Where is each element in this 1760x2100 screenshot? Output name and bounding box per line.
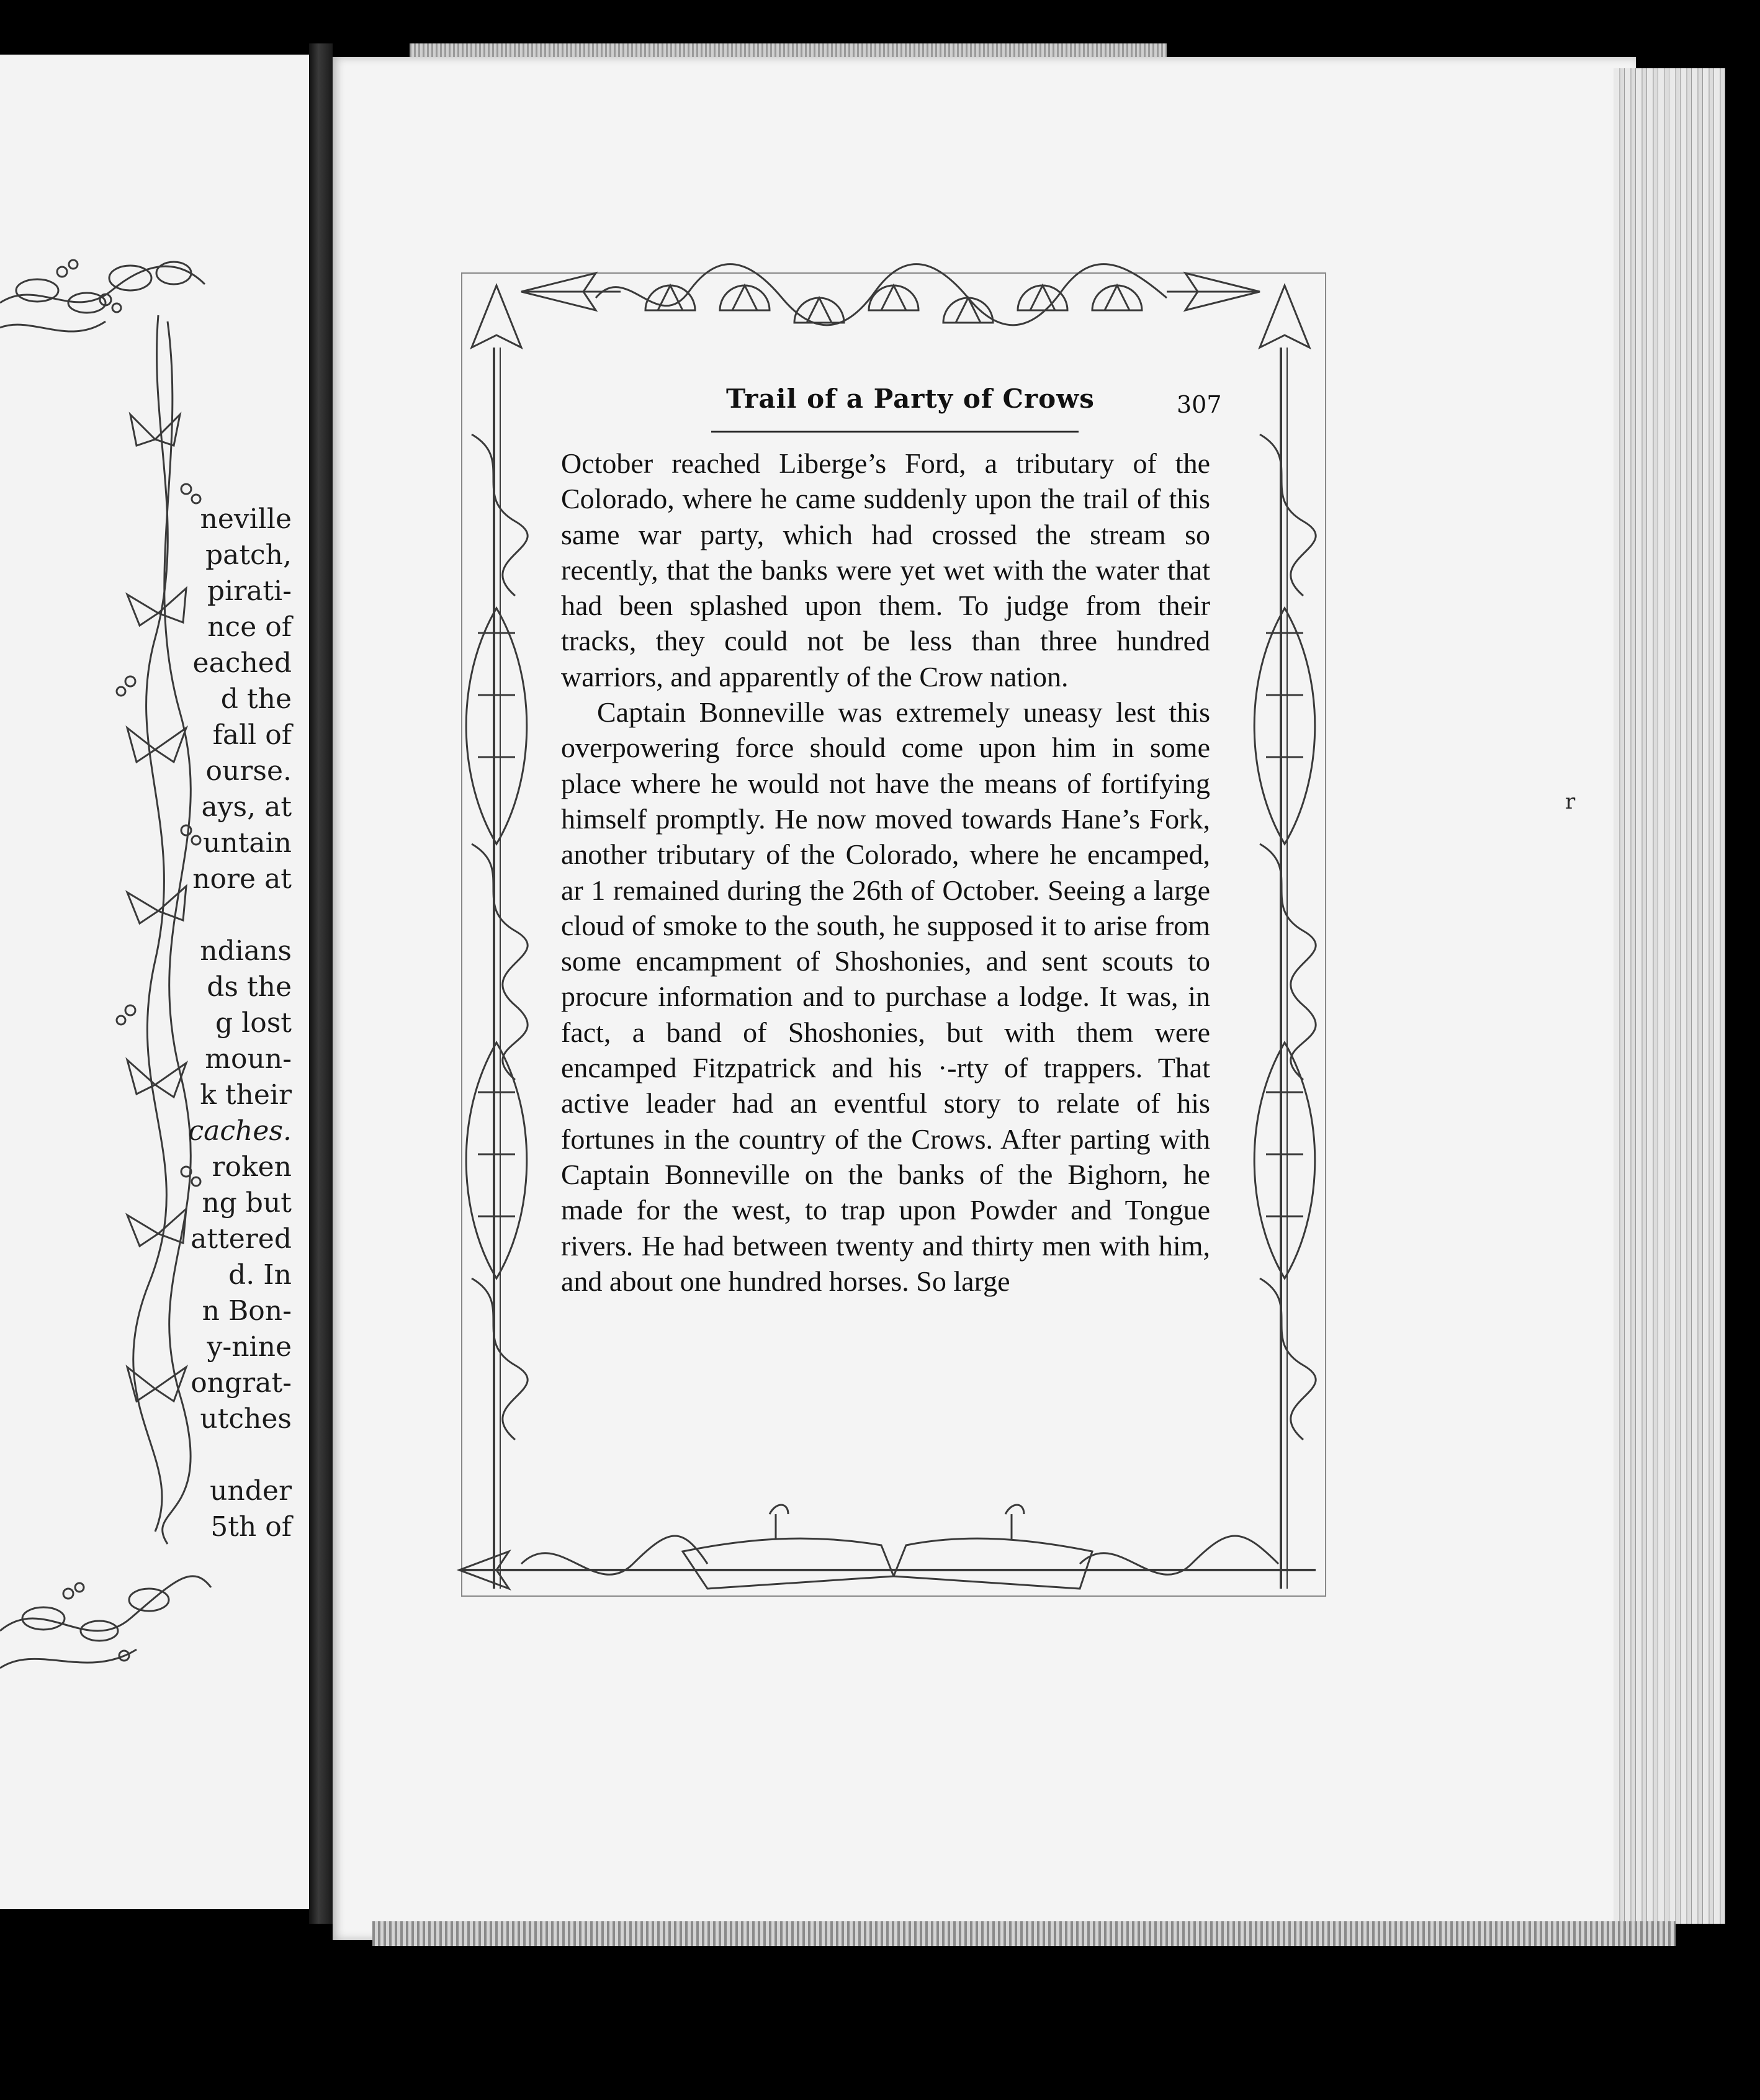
left-line-fragment: ongrat-	[191, 1367, 292, 1399]
left-line-fragment: roken	[212, 1151, 292, 1183]
left-line-fragment: fall of	[212, 719, 292, 751]
left-line-fragment: g lost	[215, 1007, 292, 1039]
left-line-fragment: ds the	[207, 971, 292, 1003]
left-line-fragment: attered	[191, 1223, 292, 1255]
left-line-fragment: nore at	[192, 863, 292, 895]
left-line-fragment: moun-	[205, 1043, 292, 1075]
paragraph-2: Captain Bonneville was extremely uneasy lest this overpowering force should come upon him in some place where he would not have the means of fortifying himself promptly. He now moved towards Hane’s Fork, another tributary of the Colorado, where he encamped, ar 1 remained during the 26th of October. Seeing a large cloud of smoke to the south, he supposed it to arise from some encampment of Shoshonies, and sent scouts to procure information and to purchase a lodge. It was, in fact, a band of Shoshonies, but with them were encamped Fitzpatrick and his ·-rty of trappers. That active leader had an eventful story to relate of his fortunes in the country of the Crows. After parting with Captain Bonneville on the banks of the Bighorn, he made for the west, to trap upon Powder and Tongue rivers. He had between twenty and thirty men with him, and about one hundred horses. So large	[561, 696, 1210, 1297]
left-line-fragment: ng but	[202, 1187, 292, 1219]
stray-ink-mark: r	[1565, 789, 1576, 814]
left-line-fragment: d the	[220, 683, 292, 715]
left-line-fragment: k their	[200, 1079, 292, 1111]
left-line-fragment: caches.	[188, 1115, 292, 1147]
left-line-fragment: patch,	[205, 539, 292, 571]
body-text	[561, 446, 1210, 1299]
left-line-fragment: utches	[200, 1403, 292, 1435]
left-line-fragment: ourse.	[205, 755, 292, 787]
left-line-fragment: eached	[192, 647, 292, 679]
left-line-fragment: neville	[200, 503, 292, 535]
left-line-fragment: under	[210, 1475, 292, 1507]
left-line-fragment: y-nine	[207, 1331, 292, 1363]
left-line-fragment: n Bon-	[202, 1295, 292, 1327]
page-number: 307	[1177, 391, 1222, 418]
left-line-fragment: nce of	[207, 611, 292, 643]
running-head: Trail of a Party of Crows	[726, 384, 1095, 414]
running-head-rule	[711, 431, 1079, 433]
left-line-fragment: untain	[203, 827, 292, 859]
left-line-fragment: pirati-	[207, 575, 292, 607]
left-line-fragment: d. In	[228, 1259, 292, 1291]
left-line-fragment: ndians	[200, 935, 292, 967]
paragraph-1: October reached Liberge’s Ford, a tributary of the Colorado, where he came suddenly upon the trail of this same war party, which had crossed the stream so recently, that the banks were yet wet with the water that had been splashed upon them. To judge from their tracks, they could not be less than three hundred warriors, and apparently of the Crow nation.	[561, 447, 1210, 693]
left-line-fragment: 5th of	[210, 1511, 292, 1543]
left-line-fragment: ays, at	[201, 791, 292, 823]
